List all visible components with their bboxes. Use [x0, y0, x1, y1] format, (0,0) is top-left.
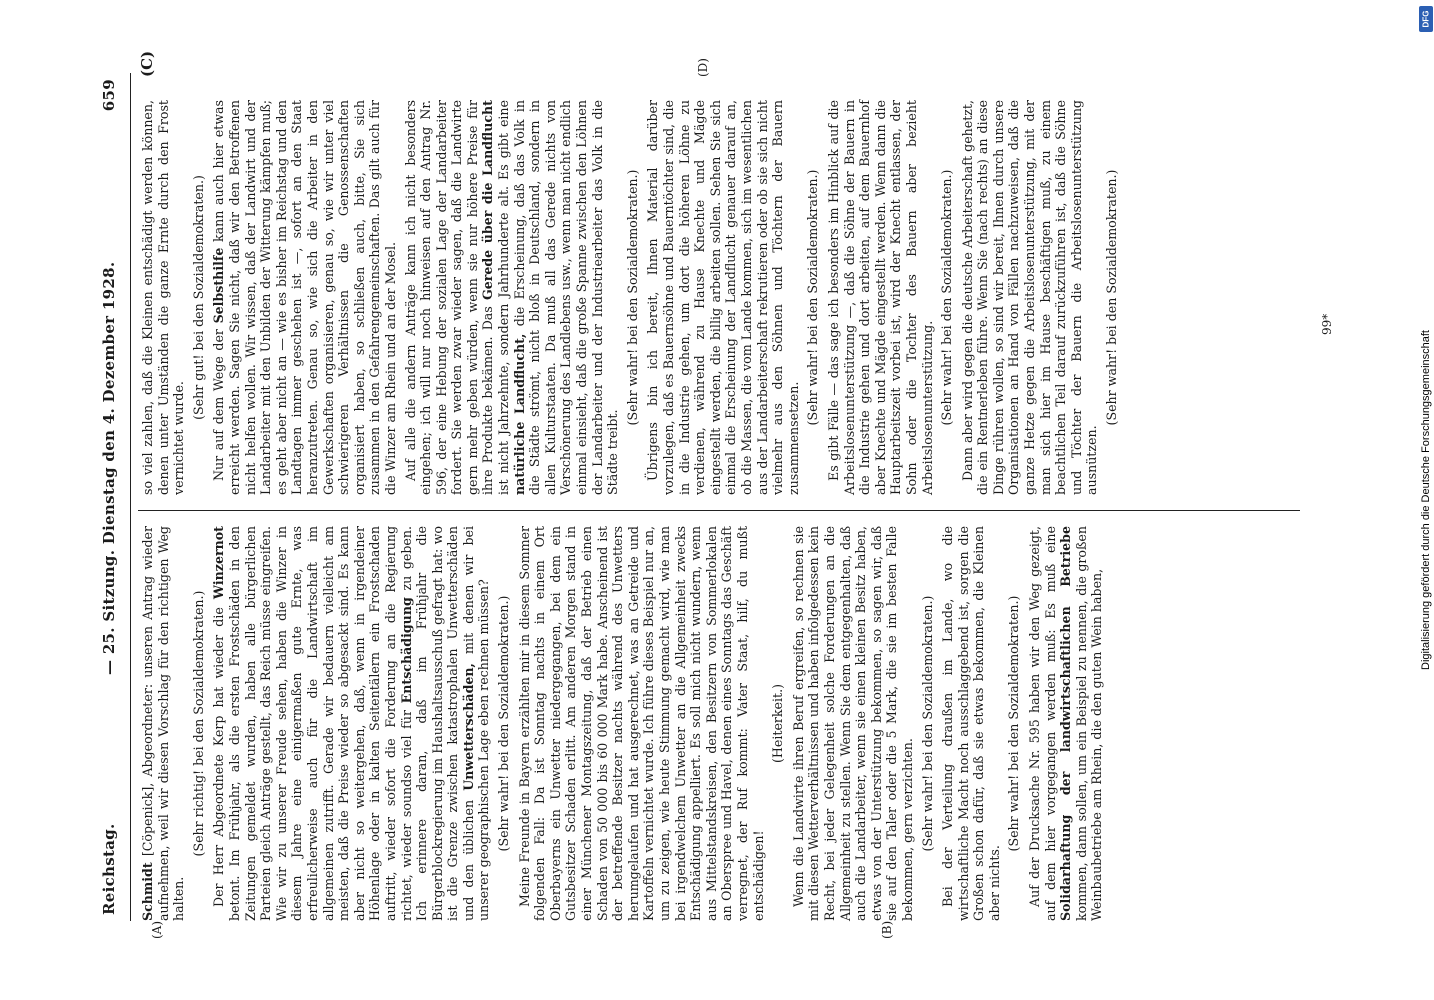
emphasis: Unwetterschäden, — [460, 663, 476, 791]
paragraph — [211, 100, 398, 495]
paragraph-text: kommen, dann sollen, um ein Beispiel zu nennen, die großen Weinbaubetriebe am Rhein, die den guten Wein haben, — [1073, 526, 1105, 921]
paragraph-text: ist nicht Jahrzehnte, sondern Jahrhunderte alt. Es gibt eine — [496, 100, 512, 495]
page-number: 659 — [100, 79, 118, 112]
column-divider — [138, 510, 1300, 511]
interjection: (Sehr richtig! bei den Sozialdemokraten.) — [190, 590, 206, 857]
paragraph-text: mit denen wir bei unserer geographischen Lage eben rechnen müssen? — [460, 526, 492, 921]
header-rule — [130, 73, 131, 921]
interjection: (Sehr wahr! bei den Sozialdemokraten.) — [1006, 595, 1022, 852]
paragraph-text: Auf alle die andern Anträge kann ich nicht besonders eingehen; ich will nur noch hinweisen auf den Antrag Nr. 596, der eine Hebung der sozialen Lage der Landarbeiter fordert. Sie werden zwar wieder sagen, daß die Landwirte gern mehr geben würden, wenn sie nur höhere Preise für ihre Produkte bekämen. Das — [402, 100, 496, 495]
margin-mark-a: (A) — [150, 920, 164, 939]
interjection: (Sehr gut! bei den Sozialdemokraten.) — [190, 175, 206, 420]
header-left: Reichstag. — [100, 823, 118, 915]
emphasis: Selbsthilfe — [211, 247, 227, 324]
speaker-name: Schmidt — [140, 862, 155, 921]
paragraph — [140, 526, 187, 921]
paragraph — [1027, 526, 1105, 921]
paragraph — [211, 526, 492, 921]
paragraph-text: kann auch hier etwas erreicht werden. Sagen Sie nicht, daß wir den Betroffenen nicht helfen wollen. Wir wissen, daß der Landwirt und der Landarbeiter mit den Unbilden der Witterung kämpfen muß; es geht aber nicht an — wie es bisher im Reichstag und den Landtagen immer geschehen ist —, sofort an den Staat heranzutreten. Genau so, wie sich die Arbeiter in den Gewerkschaften organisieren, genau so, wie wir unter viel schwierigeren Verhältnissen die Genossenschaften organisiert haben, so schließen auch, bitte, Sie sich zusammen in den Gefahrengemeinschaften. Das gilt auch für die Winzer am Rhein und an der Mosel. — [211, 100, 398, 495]
dfg-logo-label: DFG — [1421, 10, 1431, 28]
digitization-note: Digitalisierung gefördert durch die Deutsche Forschungsgemeinschaft — [1420, 330, 1432, 670]
page-header — [100, 65, 126, 935]
emphasis: Solidarhaftung der landwirtschaftlichen Betriebe — [1058, 526, 1074, 921]
sheet-signature: 99* — [1320, 313, 1334, 335]
paragraph: Bei der Verteilung draußen im Lande, wo die wirtschaftliche Macht noch ausschlaggebend ist, sorgen die Großen schon dafür, daß sie etwas bekommen, die Kleinen aber nichts. — [940, 526, 1002, 921]
paragraph-text: Nur auf dem Wege der — [211, 329, 227, 481]
column-left — [140, 526, 1310, 921]
column-right — [140, 100, 1310, 495]
interjection: (Heiterkeit.) — [770, 684, 786, 763]
paragraph-text: Der Herr Abgeordnete Kerp hat wieder die — [211, 607, 227, 907]
header-session-date: — 25. Sitzung. Dienstag den 4. Dezember 1928. — [100, 261, 118, 675]
margin-mark-b: (B) — [880, 920, 894, 939]
paragraph-text: betont. Im Frühjahr, als die ersten Frostschäden in den Zeitungen gemeldet wurden, haben alle bürgerlichen Parteien gleich Anträge gestellt, das Reich müsse eingreifen. Wie wir zu unserer Freude sehen, haben die Winzer in diesem Jahre eine einigermaßen gute Ernte, was erfreulicherweise auch für die Landwirtschaft im allgemeinen zutrifft. Gerade wir bedauern vielleicht am meisten, daß die Preise wieder so abgesackt sind. Es kann aber nicht so weitergehen, daß, wenn in irgendeiner Höhenlage oder in kalten Seitentälern ein Frostschaden auftritt, wieder sofort die Forderung an die Regierung richtet, wieder soundso viel für — [226, 526, 414, 921]
paragraph: Wenn die Landwirte ihren Beruf ergreifen, so rechnen sie mit diesen Wetterverhältnissen und haben infolgedessen kein Recht, bei jeder Gelegenheit solche Forderungen an die Allgemeinheit zu stellen. Wenn Sie dem entgegenhalten, daß auch die Landarbeiter, wenn sie einen kleinen Besitz haben, etwas von der Unterstützung bekommen, so sagen wir, daß sie auf den Taler oder die 5 Mark, die sie im besten Falle bekommen, gern verzichten. — [790, 526, 915, 921]
paragraph-text: die Erscheinung, daß das Volk in die Städte strömt, nicht bloß in Deutschland, sondern in allen Kulturstaaten. Da muß all das Gerede nichts von Verschönerung des Landlebens usw., wenn man nicht endlich einmal einsieht, daß die große Spanne zwischen den Löhnen der Landarbeiter und der Industriearbeiter das Volk in die Städte treibt. — [511, 100, 621, 495]
emphasis: Gerede über die Landflucht — [480, 100, 496, 301]
paragraph: so viel zahlen, daß die Kleinen entschädigt werden können, denen unter Umständen die ganze Ernte durch den Frost vernichtet wurde. — [140, 100, 187, 495]
emphasis: Entschädigung — [398, 597, 414, 704]
paragraph-text: zu geben. Ich erinnere daran, daß im Frühjahr die Bürgerblockregierung im Haushaltsausschuß gefragt hat: wo ist die Grenze zwischen katastrophalen Unwetterschäden und den üblichen — [398, 526, 476, 921]
paragraph-text: unseren Antrag wieder aufnehmen, weil wir diesen Vorschlag für den richtigen Weg halten. — [140, 526, 187, 921]
digitization-strip — [1418, 0, 1434, 1000]
interjection: (Sehr wahr! bei den Sozialdemokraten.) — [919, 595, 935, 852]
interjection: (Sehr wahr! bei den Sozialdemokraten.) — [624, 169, 640, 426]
paragraph: Es gibt Fälle — das sage ich besonders im Hinblick auf die Arbeitslosenunterstützung —, daß die Söhne der Bauern in die Industrie gehen und dort arbeiten, auf dem Bauernhof aber Knechte und Mägde eingestellt werden. Wenn dann die Hauptarbeitszeit vorbei ist, wird der Knecht entlassen, der Sohn oder die Tochter des Bauern aber bezieht Arbeitslosenunterstützung. — [825, 100, 935, 495]
paragraph: Meine Freunde in Bayern erzählten mir in diesem Sommer folgenden Fall: Da ist Sonntag nachts in einem Ort Oberbayerns ein Unwetter niedergegangen, bei dem ein Gutsbesitzer Schaden erlitt. Am anderen Morgen stand in einer Münchener Montagszeitung, daß der Betrieb einen Schaden von 50 000 bis 60 000 Mark habe. Anscheinend ist der betreffende Besitzer nachts während des Unwetters herumgelaufen und hat ausgerechnet, was an Getreide und Kartoffeln vernichtet wurde. Ich führe dieses Beispiel nur an, um zu zeigen, wie heute Stimmung gemacht wird, wie man bei irgendwelchem Unwetter an die Allgemeinheit zwecks Entschädigung appelliert. Es soll mich nicht wundern, wenn aus Mittelstandskreisen, den Besitzern von Sommerlokalen an Oberspree und Havel, denen eines Sonntags das Geschäft verregnet, der Ruf kommt: Vater Staat, hilf, du mußt entschädigen! — [516, 526, 766, 921]
speaker-note: [Cöpenick], Abgeordneter: — [140, 683, 155, 857]
paragraph: Übrigens bin ich bereit, Ihnen Material darüber vorzulegen, daß es Bauernsöhne und Bauerntöchter sind, die in die Industrie gehen, um dort die höheren Löhne zu verdienen, während zu Hause Knechte und Mägde eingestellt werden, die billig arbeiten sollen. Sehen Sie sich einmal die Erscheinung der Landflucht genauer darauf an, ob die Massen, die vom Lande kommen, sich im wesentlichen aus der Landarbeiterschaft rekrutieren oder ob sie sich nicht vielmehr aus den Söhnen und Töchtern der Bauern zusammensetzen. — [645, 100, 801, 495]
dfg-logo — [1419, 6, 1433, 32]
interjection: (Sehr wahr! bei den Sozialdemokraten.) — [939, 169, 955, 426]
emphasis: natürliche Landflucht, — [511, 333, 527, 495]
paragraph — [403, 100, 621, 495]
paragraph: Dann aber wird gegen die deutsche Arbeiterschaft gehetzt, die ein Rentnerleben führe. Wenn Sie (nach rechts) an diese Dinge rühren wollen, so sind wir bereit, Ihnen durch unsere Organisationen an Hand von Fällen nachzuweisen, daß die ganze Hetze gegen die Arbeitslosenunterstützung, mit der man sich hier im Hause beschäftigen muß, zu einem beachtlichen Teil darauf zurückzuführen ist, daß die Söhne und Töchter der Bauern die Arbeitslosenunterstützung ausnützen. — [959, 100, 1100, 495]
rotated-page — [80, 50, 1340, 939]
interjection: (Sehr wahr! bei den Sozialdemokraten.) — [496, 595, 512, 852]
paragraph-text: Auf der Drucksache Nr. 595 haben wir den Weg gezeigt, auf dem hier vorgegangen werden muß: Es muß eine — [1027, 526, 1058, 921]
margin-mark-c: (C) — [138, 50, 156, 77]
margin-mark-d: (D) — [696, 58, 710, 77]
emphasis: Winzernot — [211, 526, 227, 600]
interjection: (Sehr wahr! bei den Sozialdemokraten.) — [1104, 169, 1120, 426]
interjection: (Sehr wahr! bei den Sozialdemokraten.) — [805, 169, 821, 426]
